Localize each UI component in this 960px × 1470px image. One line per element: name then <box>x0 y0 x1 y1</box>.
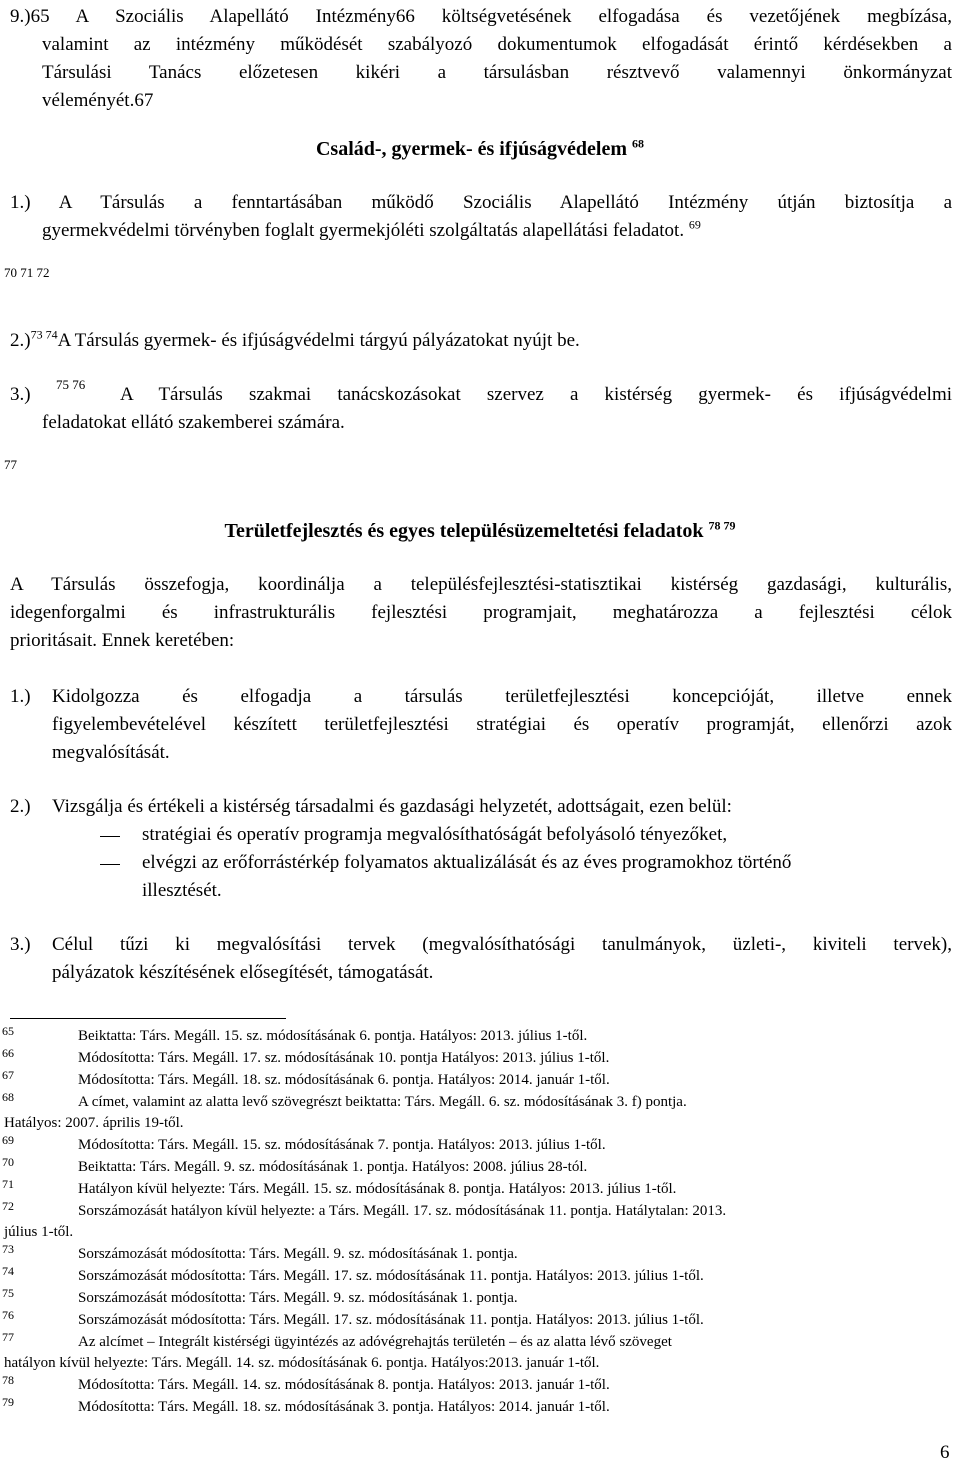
footnote-ref-68: 68 <box>632 136 645 151</box>
section2-item2-line: Vizsgálja és értékeli a kistérség társadalmi és gazdasági helyzetét, adottságait, ezen belül: <box>52 796 732 817</box>
footnote-refs-73-74: 73 74 <box>30 327 58 342</box>
footnote-continuation: Hatályos: 2007. április 19-től. <box>4 1115 184 1131</box>
section2-item3-line2: pályázatok készítésének elősegítését, támogatását. <box>52 962 434 983</box>
footnote-text: Sorszámozását módosította: Társ. Megáll. 17. sz. módosításának 11. pontja. Hatályos: 2013. július 1-től. <box>78 1312 704 1328</box>
footnote-number: 73 <box>2 1242 14 1256</box>
page-number: 6 <box>940 1442 950 1463</box>
footnote-number: 71 <box>2 1177 14 1191</box>
bullet-dash-2 <box>100 864 120 865</box>
footnote-number: 79 <box>2 1395 14 1409</box>
section1-item1-line1: 1.) A Társulás a fenntartásában működő Szociális Alapellátó Intézmény útján biztosítja a <box>10 192 952 213</box>
top-paragraph-line-3: Társulási Tanács előzetesen kikéri a társulásban résztvevő valamennyi önkormányzat <box>42 62 952 83</box>
footnote-number: 77 <box>2 1330 14 1344</box>
top-paragraph-line-4: véleményét.67 <box>42 90 154 111</box>
footnote-number: 72 <box>2 1199 14 1213</box>
section1-item2 <box>10 328 950 354</box>
section2-item2-number: 2.) <box>10 796 31 817</box>
footnote-text: Módosította: Társ. Megáll. 14. sz. módosításának 8. pontja. Hatályos: 2013. január 1-től. <box>78 1377 610 1393</box>
section2-bullet2-line2: illesztését. <box>142 880 222 901</box>
section-heading-regional-development <box>0 518 960 544</box>
section2-item3-line1: Célul tűzi ki megvalósítási tervek (megvalósíthatósági tanulmányok, üzleti-, kiviteli tervek), <box>52 934 952 955</box>
section1-item1-line2 <box>42 218 952 244</box>
section2-intro-line3: prioritásait. Ennek keretében: <box>10 630 235 651</box>
section1-item2-number: 2.) <box>10 330 31 351</box>
section2-bullet2-line1: elvégzi az erőforrástérkép folyamatos aktualizálását és az éves programokhoz történő <box>142 852 792 873</box>
section2-bullet1: stratégiai és operatív programja megvalósíthatóságát befolyásoló tényezőket, <box>142 824 728 845</box>
footnote-text: Sorszámozását módosította: Társ. Megáll. 17. sz. módosításának 11. pontja. Hatályos: 2013. július 1-től. <box>78 1268 704 1284</box>
loose-footnote-ref-77: 77 <box>4 457 17 472</box>
section-heading-family-protection <box>0 136 960 162</box>
footnote-refs-75-76: 75 76 <box>56 377 86 392</box>
footnote-text: Módosította: Társ. Megáll. 17. sz. módosításának 10. pontja Hatályos: 2013. július 1-től. <box>78 1050 610 1066</box>
footnote-number: 70 <box>2 1155 14 1169</box>
footnote-separator <box>10 1018 286 1019</box>
footnote-number: 68 <box>2 1090 14 1104</box>
top-paragraph-line-1: 9.)65 A Szociális Alapellátó Intézmény66 költségvetésének elfogadása és vezetőjének megbízása, <box>10 6 952 27</box>
section2-item1-line1: Kidolgozza és elfogadja a társulás területfejlesztési koncepcióját, illetve ennek <box>52 686 952 707</box>
footnote-text: Módosította: Társ. Megáll. 18. sz. módosításának 6. pontja. Hatályos: 2014. január 1-től. <box>78 1072 610 1088</box>
loose-footnote-refs-70-72: 70 71 72 <box>4 265 50 280</box>
footnote-text: Beiktatta: Társ. Megáll. 9. sz. módosításának 1. pontja. Hatályos: 2008. július 28-tól. <box>78 1159 588 1175</box>
section1-item3-line1: A Társulás szakmai tanácskozásokat szervez a kistérség gyermek- és ifjúságvédelmi <box>120 384 952 405</box>
footnote-text: Beiktatta: Társ. Megáll. 15. sz. módosításának 6. pontja. Hatályos: 2013. július 1-től. <box>78 1028 588 1044</box>
section-heading-text: Család-, gyermek- és ifjúságvédelem <box>315 138 628 160</box>
footnote-text: Hatályon kívül helyezte: Társ. Megáll. 15. sz. módosításának 8. pontja. Hatályos: 2013. július 1-től. <box>78 1181 677 1197</box>
footnote-continuation: július 1-től. <box>4 1224 74 1240</box>
section1-item1-line2-text: gyermekvédelmi törvényben foglalt gyermekjóléti szolgáltatás alapellátási feladatot. <box>42 220 685 241</box>
footnote-number: 67 <box>2 1068 14 1082</box>
footnote-text: Az alcímet – Integrált kistérségi ügyintézés az adóvégrehajtás területén – és az alatta lévő szöveget <box>78 1334 672 1350</box>
footnote-text: Sorszámozását hatályon kívül helyezte: a Társ. Megáll. 17. sz. módosításának 11. pontja. Hatálytalan: 2013. <box>78 1203 727 1219</box>
footnote-ref-69: 69 <box>688 217 701 232</box>
bullet-dash-1 <box>100 836 120 837</box>
section2-item3-number: 3.) <box>10 934 31 955</box>
section2-intro-line1: A Társulás összefogja, koordinálja a településfejlesztési-statisztikai kistérség gazdasági, kulturális, <box>10 574 952 595</box>
section2-heading-text: Területfejlesztés és egyes településüzemeltetési feladatok <box>224 520 704 542</box>
footnote-text: A címet, valamint az alatta levő szövegrészt beiktatta: Társ. Megáll. 6. sz. módosításának 3. f) pontja. <box>78 1094 687 1110</box>
footnote-text: Sorszámozását módosította: Társ. Megáll. 9. sz. módosításának 1. pontja. <box>78 1246 518 1262</box>
section1-item2-text: A Társulás gyermek- és ifjúságvédelmi tárgyú pályázatokat nyújt be. <box>57 330 580 351</box>
footnote-continuation: hatályon kívül helyezte: Társ. Megáll. 14. sz. módosításának 6. pontja. Hatályos:2013. január 1-től. <box>4 1355 600 1371</box>
footnote-number: 76 <box>2 1308 14 1322</box>
section2-intro-line2: idegenforgalmi és infrastrukturális fejlesztési programjait, meghatározza a fejlesztési célok <box>10 602 952 623</box>
footnote-text: Sorszámozását módosította: Társ. Megáll. 9. sz. módosításának 1. pontja. <box>78 1290 518 1306</box>
footnote-refs-78-79: 78 79 <box>708 518 736 533</box>
section2-item1-number: 1.) <box>10 686 31 707</box>
footnote-number: 75 <box>2 1286 14 1300</box>
footnote-text: Módosította: Társ. Megáll. 18. sz. módosításának 3. pontja. Hatályos: 2014. január 1-től. <box>78 1399 610 1415</box>
section1-item3-line2: feladatokat ellátó szakemberei számára. <box>42 412 345 433</box>
footnote-number: 66 <box>2 1046 14 1060</box>
footnote-number: 74 <box>2 1264 14 1278</box>
footnote-number: 65 <box>2 1024 14 1038</box>
section2-item1-line3: megvalósítását. <box>52 742 170 763</box>
footnote-text: Módosította: Társ. Megáll. 15. sz. módosításának 7. pontja. Hatályos: 2013. július 1-től. <box>78 1137 606 1153</box>
section1-item3-number: 3.) <box>10 384 31 405</box>
top-paragraph-line-2: valamint az intézmény működését szabályozó dokumentumok elfogadását érintő kérdésekben a <box>42 34 952 55</box>
section2-item1-line2: figyelembevételével készített területfejlesztési stratégiai és operatív programját, ellenőrzi azok <box>52 714 952 735</box>
footnote-number: 78 <box>2 1373 14 1387</box>
footnote-number: 69 <box>2 1133 14 1147</box>
